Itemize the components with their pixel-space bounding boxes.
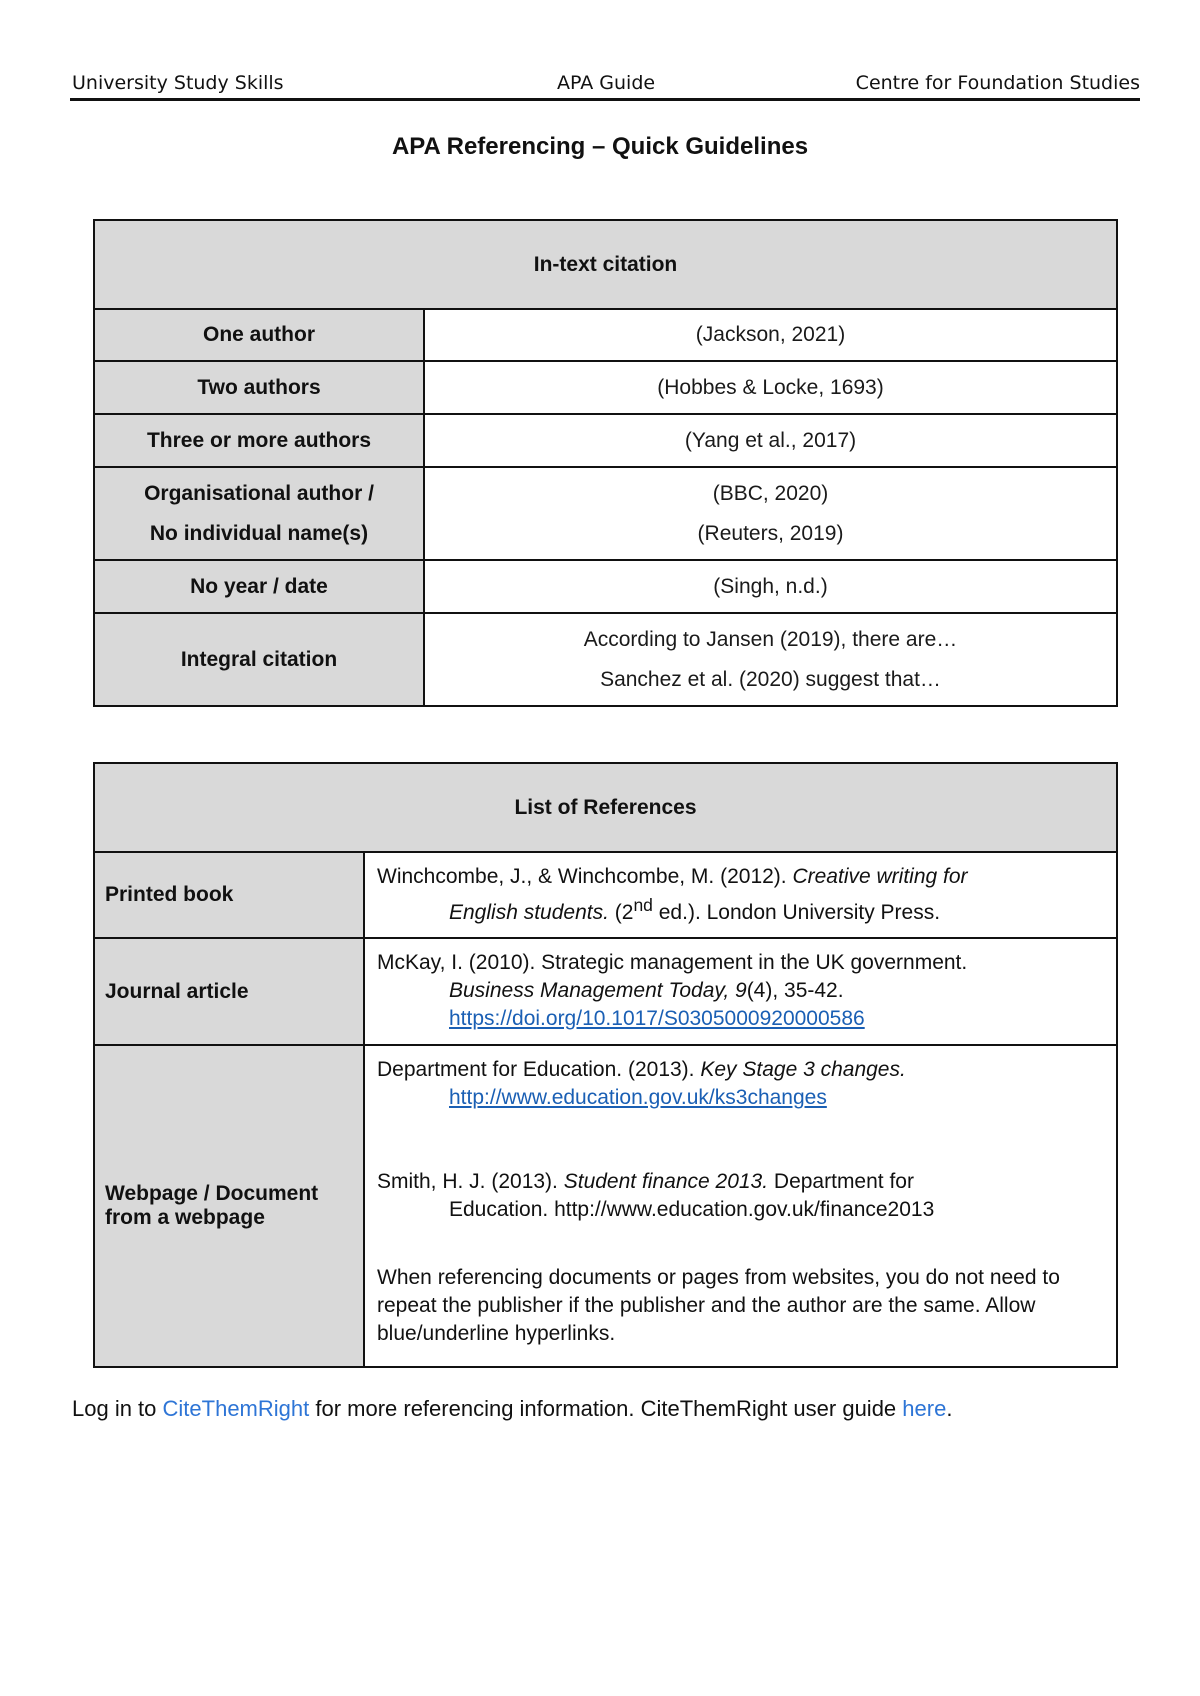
table-row <box>94 467 1117 560</box>
table-row <box>94 414 1117 467</box>
header-center: APA Guide <box>557 72 656 94</box>
ref-label-webpage: Webpage / Document from a webpage <box>94 1045 364 1367</box>
in-text-citation-table <box>93 219 1118 707</box>
ref-label-journal: Journal article <box>94 938 364 1045</box>
table-row <box>94 613 1117 706</box>
book-author-year: Winchcombe, J., & Winchcombe, M. (2012). <box>377 865 793 888</box>
ref-webpage <box>364 1045 1117 1367</box>
footer-text-2: for more referencing information. CiteThemRight user guide <box>309 1396 903 1421</box>
row-value-integral <box>424 613 1117 706</box>
table-row <box>94 361 1117 414</box>
smith-line2: Education. http://www.education.gov.uk/finance2013 <box>449 1198 935 1221</box>
ref-label-printed-book: Printed book <box>94 852 364 938</box>
journal-issue-pages: (4), 35-42. <box>746 979 844 1002</box>
smith-author-year: Smith, H. J. (2013). <box>377 1170 564 1193</box>
references-heading: List of References <box>94 763 1117 852</box>
table-row <box>94 1045 1117 1367</box>
dfe-url-link[interactable]: http://www.education.gov.uk/ks3changes <box>449 1086 827 1109</box>
ref-journal-article <box>364 938 1117 1045</box>
row-value-organisational <box>424 467 1117 560</box>
footer-note <box>72 1396 952 1422</box>
row-label-two-authors: Two authors <box>94 361 424 414</box>
page-title: APA Referencing – Quick Guidelines <box>391 133 809 160</box>
row-label-one-author: One author <box>94 309 424 361</box>
footer-text-3: . <box>946 1396 953 1421</box>
citethemright-link[interactable]: CiteThemRight <box>162 1396 310 1421</box>
footer-text-1: Log in to <box>72 1396 163 1421</box>
book-edition-open: (2 <box>608 901 634 924</box>
dfe-title: Key Stage 3 changes. <box>700 1058 906 1081</box>
journal-name: Business Management Today, 9 <box>449 979 747 1002</box>
book-edition-sup: nd <box>633 895 653 915</box>
table-row <box>94 852 1117 938</box>
journal-doi-link[interactable]: https://doi.org/10.1017/S0305000920000586 <box>449 1007 865 1030</box>
webpage-note: When referencing documents or pages from websites, you do not need to repeat the publisher if the publisher and the author are the same. Allow blue/underline hyperlinks. <box>377 1266 1060 1345</box>
row-label-no-year: No year / date <box>94 560 424 613</box>
row-label-integral: Integral citation <box>94 613 424 706</box>
row-value-one-author: (Jackson, 2021) <box>424 309 1117 361</box>
org-value-line1: (BBC, 2020) <box>712 481 829 505</box>
row-value-no-year: (Singh, n.d.) <box>424 560 1117 613</box>
reference-list-table <box>93 762 1118 1368</box>
dfe-author-year: Department for Education. (2013). <box>377 1058 701 1081</box>
org-label-line2: No individual name(s) <box>149 521 369 545</box>
org-label-line1: Organisational author / <box>144 481 374 505</box>
row-label-three-authors: Three or more authors <box>94 414 424 467</box>
book-title-part1: Creative writing for <box>792 865 968 888</box>
page-header <box>70 72 1140 101</box>
smith-title: Student finance 2013. <box>563 1170 769 1193</box>
header-left: University Study Skills <box>72 72 284 94</box>
intext-heading: In-text citation <box>94 220 1117 309</box>
user-guide-link[interactable]: here <box>902 1396 947 1421</box>
smith-publisher: Department for <box>768 1170 914 1193</box>
row-value-two-authors: (Hobbes & Locke, 1693) <box>424 361 1117 414</box>
ref-printed-book <box>364 852 1117 938</box>
table-row <box>94 560 1117 613</box>
journal-line1: McKay, I. (2010). Strategic management in the UK government. <box>377 951 968 974</box>
row-value-three-authors: (Yang et al., 2017) <box>424 414 1117 467</box>
row-label-organisational <box>94 467 424 560</box>
org-value-line2: (Reuters, 2019) <box>697 521 844 545</box>
table-row <box>94 309 1117 361</box>
integral-line1: According to Jansen (2019), there are… <box>583 627 958 651</box>
integral-line2: Sanchez et al. (2020) suggest that… <box>600 667 941 691</box>
book-title-part2: English students. <box>449 901 609 924</box>
header-right: Centre for Foundation Studies <box>855 72 1140 94</box>
book-publisher: ed.). London University Press. <box>652 901 941 924</box>
table-row <box>94 938 1117 1045</box>
